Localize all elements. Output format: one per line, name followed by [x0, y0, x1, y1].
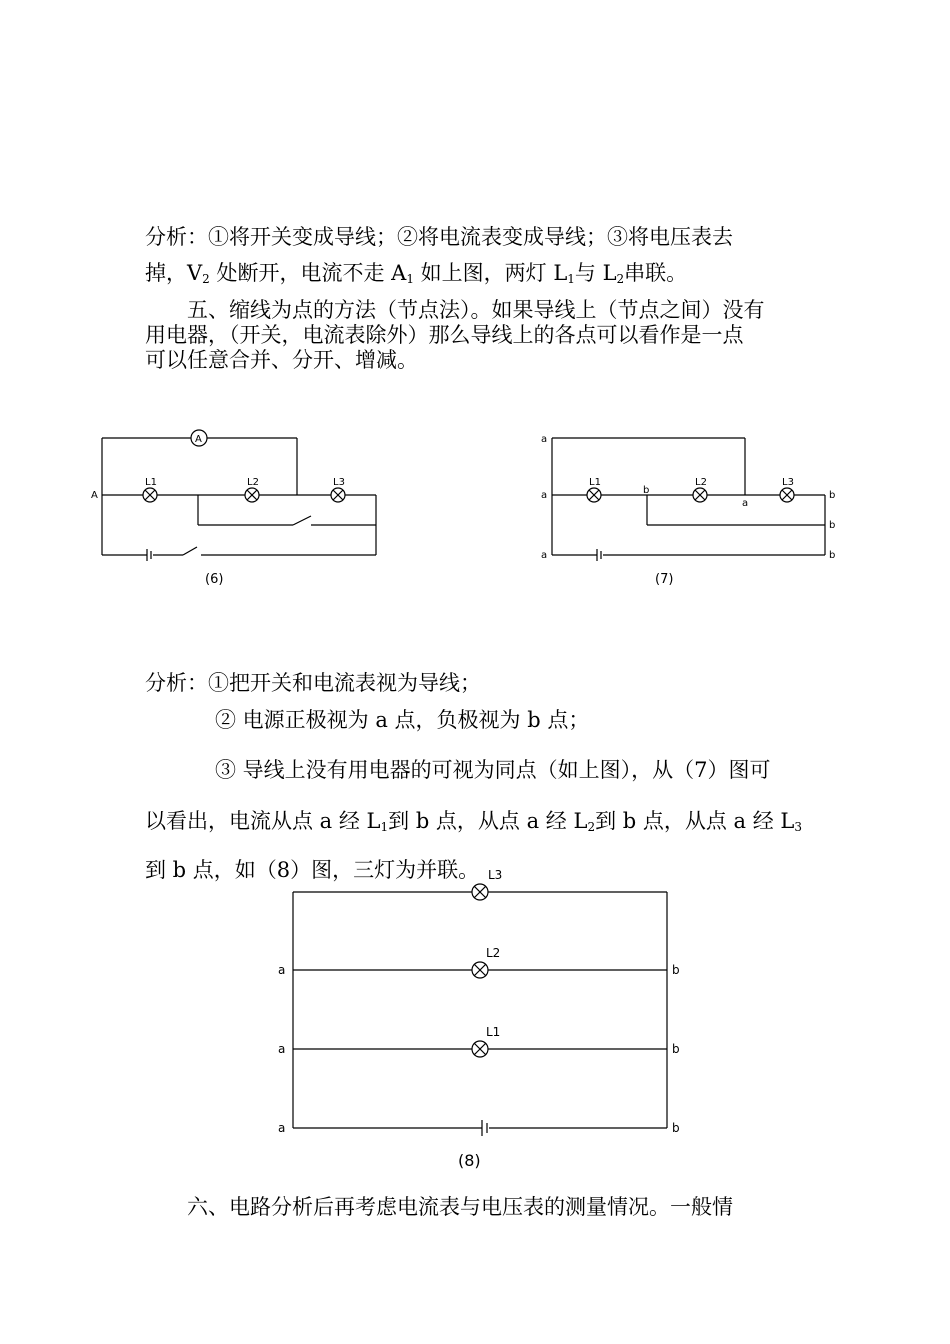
- text: 用电器，（开关，电流表除外）那么导线上的各点可以看作是一点: [145, 323, 744, 347]
- lamp-label-l3: L3: [782, 477, 794, 488]
- node-label-b-2: b: [672, 1042, 680, 1056]
- lamp-label-l2: L2: [247, 477, 259, 488]
- text: 分析：①将开关变成导线；②将电流表变成导线；③将电压表去: [145, 225, 733, 249]
- subscript: 1: [567, 272, 575, 286]
- node-label-a-top: a: [541, 434, 548, 445]
- paragraph-analysis-2-line-3: [215, 760, 771, 781]
- text: 到 b 点，从点 a 经 L: [595, 809, 795, 833]
- node-label-a: A: [91, 490, 98, 501]
- text: 分析：①把开关和电流表视为导线；: [145, 671, 481, 695]
- node-label-a-2: a: [278, 1042, 286, 1056]
- text: 到 b 点，从点 a 经 L: [388, 809, 588, 833]
- circuit-diagram-7: [535, 425, 845, 595]
- node-label-a-junction: a: [742, 498, 749, 509]
- node-label-b-3: b: [672, 1121, 680, 1135]
- lamp-label-l1: L1: [589, 477, 601, 488]
- text: 六、电路分析后再考虑电流表与电压表的测量情况。一般情: [145, 1195, 733, 1219]
- lamp-label-l3: L3: [488, 868, 503, 882]
- node-label-b-right-2: b: [829, 520, 836, 531]
- node-label-b-right-3: b: [829, 550, 836, 561]
- lamp-label-l3: L3: [333, 477, 345, 488]
- text: 可以任意合并、分开、增减。: [145, 348, 418, 372]
- paragraph-analysis-1-line-2: [145, 263, 687, 285]
- node-label-a-1: a: [278, 963, 286, 977]
- lamp-label-l1: L1: [486, 1025, 501, 1039]
- text: 如上图，两灯 L: [413, 261, 568, 285]
- lamp-label-l2: L2: [695, 477, 707, 488]
- figure-caption-7: (7): [655, 572, 674, 587]
- text: 处断开，电流不走 A: [209, 261, 407, 285]
- text: ② 电源正极视为 a 点，负极视为 b 点；: [215, 708, 590, 732]
- paragraph-section-5-line-3: [145, 350, 418, 371]
- subscript: 2: [587, 820, 596, 834]
- text: 串联。: [624, 261, 688, 285]
- text: 掉，V: [145, 261, 203, 285]
- subscript: 3: [794, 820, 803, 834]
- node-label-b-right-1: b: [829, 490, 836, 501]
- paragraph-analysis-2-line-4: [145, 811, 802, 833]
- paragraph-section-5-line-2: [145, 325, 744, 346]
- text: 五、缩线为点的方法（节点法）。如果导线上（节点之间）没有: [145, 298, 765, 322]
- node-label-a-3: a: [278, 1121, 286, 1135]
- lamp-label-l2: L2: [486, 946, 501, 960]
- circuit-diagram-6: [85, 425, 395, 595]
- text: 到 b 点，如（8）图，三灯为并联。: [145, 858, 480, 882]
- paragraph-section-5-line-1: [145, 300, 765, 321]
- node-label-a-mid: a: [541, 490, 548, 501]
- paragraph-analysis-2-line-2: [215, 710, 589, 731]
- ammeter-symbol: A: [195, 434, 202, 445]
- node-label-b-1: b: [672, 963, 680, 977]
- text: ③ 导线上没有用电器的可视为同点（如上图），从（7）图可: [215, 758, 771, 782]
- text: 与 L: [574, 261, 617, 285]
- node-label-b-mid: b: [643, 485, 650, 496]
- circuit-diagram-8: [270, 860, 700, 1180]
- node-label-a-bottom: a: [541, 550, 548, 561]
- paragraph-analysis-2-line-1: [145, 673, 481, 694]
- paragraph-section-6-line-1: [145, 1197, 733, 1218]
- subscript: 2: [202, 272, 210, 286]
- subscript: 1: [406, 272, 414, 286]
- figure-caption-6: (6): [205, 572, 224, 587]
- text: 以看出，电流从点 a 经 L: [145, 809, 381, 833]
- paragraph-analysis-1-line-1: [145, 227, 733, 248]
- subscript: 1: [380, 820, 389, 834]
- lamp-label-l1: L1: [145, 477, 157, 488]
- figure-caption-8: (8): [458, 1151, 481, 1170]
- subscript: 2: [616, 272, 625, 286]
